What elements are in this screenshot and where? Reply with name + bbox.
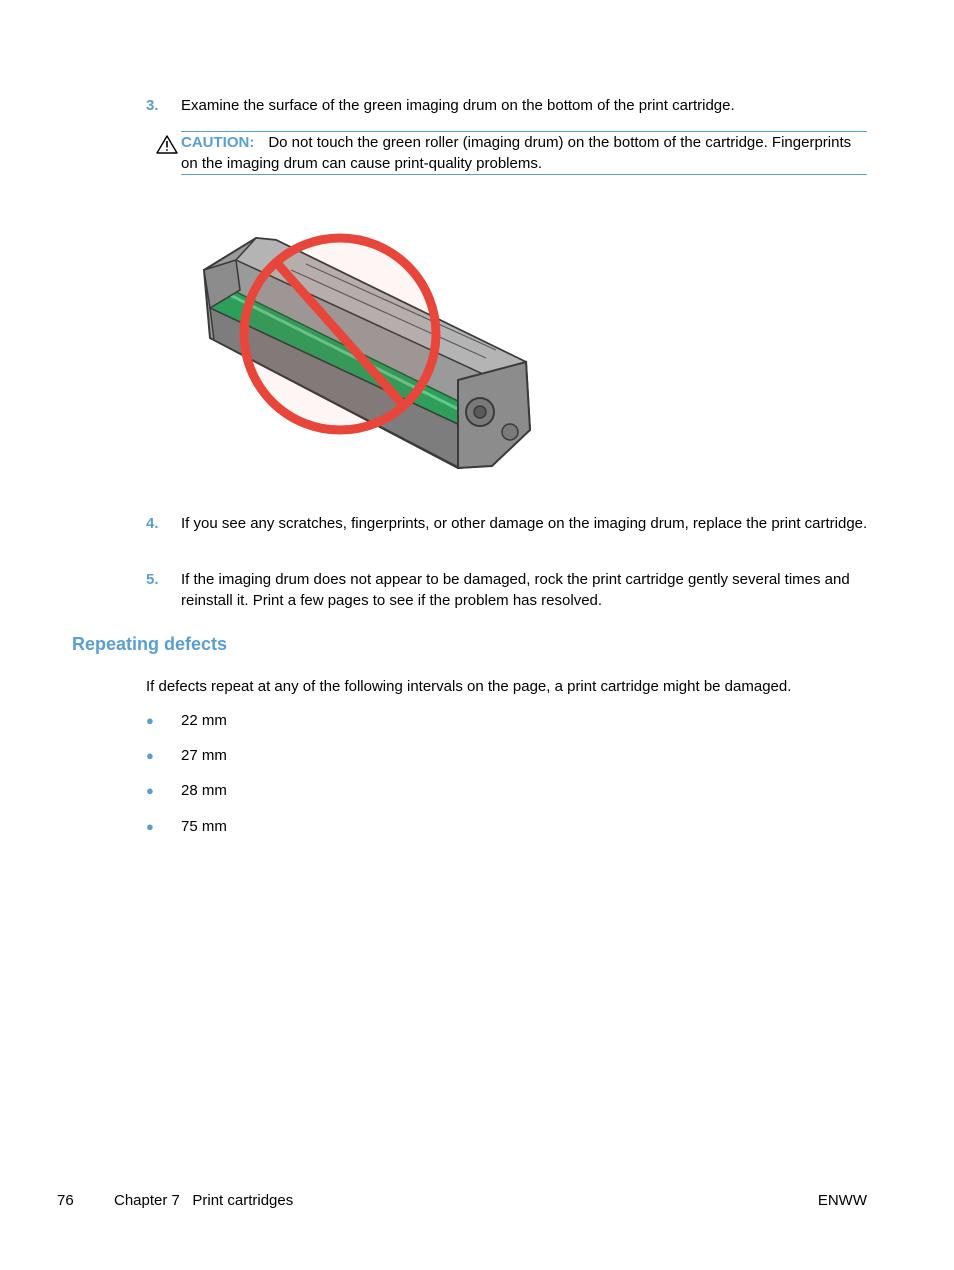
bullet-icon: ● <box>146 819 154 834</box>
caution-note <box>181 131 867 175</box>
section-intro: If defects repeat at any of the following intervals on the page, a print cartridge might be damaged. <box>146 678 792 695</box>
bullet-icon: ● <box>146 748 154 763</box>
caution-label: CAUTION: <box>181 134 255 151</box>
warning-icon <box>156 135 178 154</box>
step-text: If you see any scratches, fingerprints, or other damage on the imaging drum, replace the print cartridge. <box>181 515 868 532</box>
caution-text: Do not touch the green roller (imaging drum) on the bottom of the cartridge. Fingerprints on the imaging drum can cause print-quality problems. <box>181 134 852 172</box>
step-number: 5. <box>146 571 159 588</box>
bullet-icon: ● <box>146 713 154 728</box>
step-number: 3. <box>146 97 159 114</box>
page-number: 76 <box>57 1192 74 1209</box>
list-item-text: 22 mm <box>181 712 227 729</box>
footer-brand: ENWW <box>817 1192 867 1209</box>
footer-chapter: Chapter 7 Print cartridges <box>114 1192 294 1209</box>
step-text: Examine the surface of the green imaging drum on the bottom of the print cartridge. <box>181 97 735 114</box>
list-item-text: 28 mm <box>181 782 227 799</box>
step-number: 4. <box>146 515 159 532</box>
bullet-icon: ● <box>146 783 154 798</box>
section-heading: Repeating defects <box>72 634 228 654</box>
list-item-text: 27 mm <box>181 747 227 764</box>
step-text: If the imaging drum does not appear to be damaged, rock the print cartridge gently several times and reinstall it. Print a few pages to see if the problem has resolved. <box>181 571 850 609</box>
cartridge-figure <box>196 230 536 475</box>
list-item-text: 75 mm <box>181 818 227 835</box>
prohibited-sign-icon <box>244 238 436 430</box>
